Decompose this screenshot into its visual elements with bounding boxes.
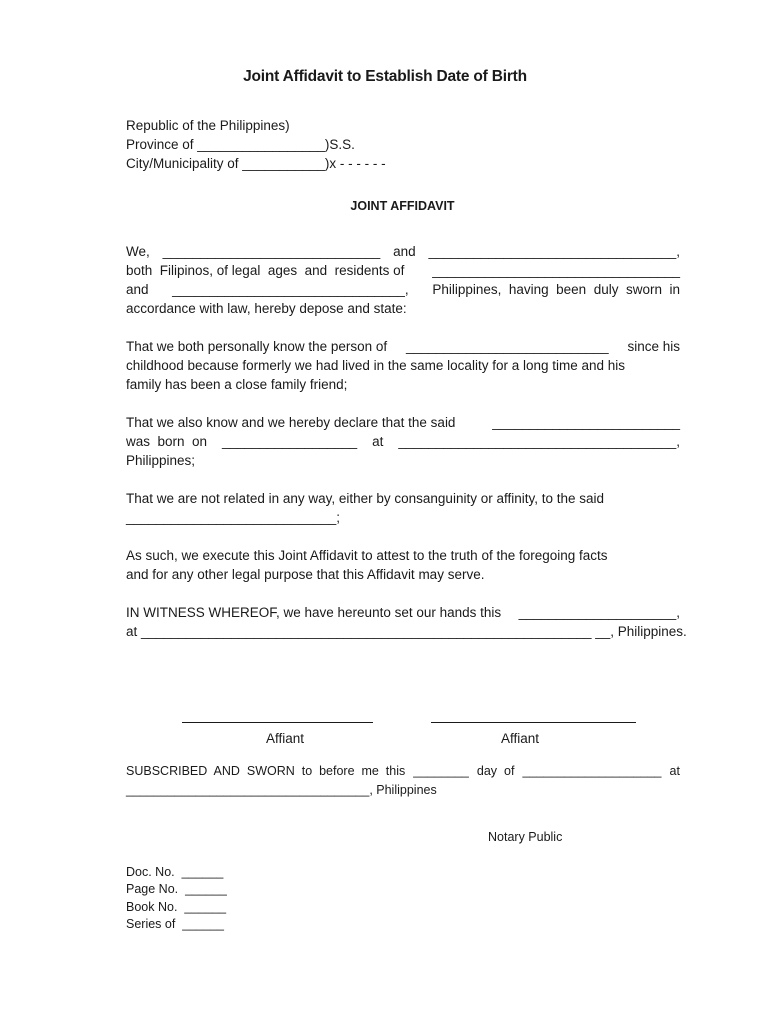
residence-blank[interactable]: _________________________________ [432,263,680,278]
affiant-1-signature-line[interactable] [182,722,373,723]
relation-paragraph [126,489,680,527]
affiant-2-signature-line[interactable] [431,722,636,723]
jurat-paragraph [126,762,680,800]
birth-place-blank[interactable]: _____________________________________, [398,434,680,449]
jurat-month-blank[interactable]: ____________________ [522,764,662,778]
witness-paragraph [126,603,687,641]
birth-line-1: That we also know and we hereby declare that the said _________________________ [126,415,680,430]
witness-line-1: IN WITNESS WHEREOF, we have hereunto set our hands this _____________________, [126,605,680,620]
witness-date-blank[interactable]: _____________________, [518,605,680,620]
birth-line-3: Philippines; [126,453,196,468]
page-number[interactable]: Page No. ______ [126,882,227,897]
affiants-line-2: both Filipinos, of legal ages and residents of _________________________________ [126,263,680,278]
birth-date-blank[interactable]: __________________ [222,434,358,449]
venue-caption [126,116,386,173]
caption-province: Province of _________________)S.S. [126,137,355,152]
person-name-blank[interactable]: ___________________________ [405,339,609,354]
doc-number[interactable]: Doc. No. ______ [126,865,224,879]
relation-name-blank[interactable]: ____________________________; [126,510,340,525]
knowledge-line-1: That we both personally know the person of ___________________________ since his [126,339,680,354]
affiant-1-label: Affiant [265,731,305,746]
jurat-day-blank[interactable]: ________ [413,764,469,778]
caption-city: City/Municipality of ___________)x - - - - - - [126,156,386,171]
caption-republic: Republic of the Philippines) [126,118,290,133]
knowledge-line-3: family has been a close family friend; [126,377,348,392]
document-title: Joint Affidavit to Establish Date of Birth [243,68,527,85]
birth-line-2: was born on __________________ at _____________________________________, [126,434,680,449]
affiants-line-3: and _______________________________, Philippines, having been duly sworn in [126,282,680,297]
series-of[interactable]: Series of ______ [126,916,224,931]
book-number[interactable]: Book No. ______ [126,899,227,914]
notary-public-label: Notary Public [488,830,563,844]
residence-2-blank[interactable]: _______________________________, [172,282,409,297]
affiants-paragraph [126,242,680,318]
witness-place-blank[interactable]: at ____________________________________________________________ __, Philippines. [126,624,687,639]
birth-paragraph [126,413,680,470]
section-heading: JOINT AFFIDAVIT [350,199,455,213]
knowledge-paragraph [126,337,680,394]
affiant-2-name-blank[interactable]: _________________________________, [428,244,680,259]
jurat-line-1: SUBSCRIBED AND SWORN to before me this ________ day of ____________________ at [126,762,680,781]
affiants-line-1: We, _____________________________ and _________________________________, [126,244,680,259]
relation-line-1: That we are not related in any way, either by consanguinity or affinity, to the said [126,491,605,506]
knowledge-line-2: childhood because formerly we had lived in the same locality for a long time and his [126,358,626,373]
purpose-paragraph [126,546,680,584]
purpose-line-1: As such, we execute this Joint Affidavit to attest to the truth of the foregoing facts [126,548,608,563]
subject-name-blank[interactable]: _________________________ [492,415,680,430]
notarial-register [126,864,227,933]
jurat-place-blank[interactable]: ___________________________________, Philippines [126,783,437,797]
affiants-line-4: accordance with law, hereby depose and state: [126,301,407,316]
affiant-2-label: Affiant [500,731,540,746]
purpose-line-2: and for any other legal purpose that this Affidavit may serve. [126,567,485,582]
affiant-1-name-blank[interactable]: _____________________________ [162,244,381,259]
